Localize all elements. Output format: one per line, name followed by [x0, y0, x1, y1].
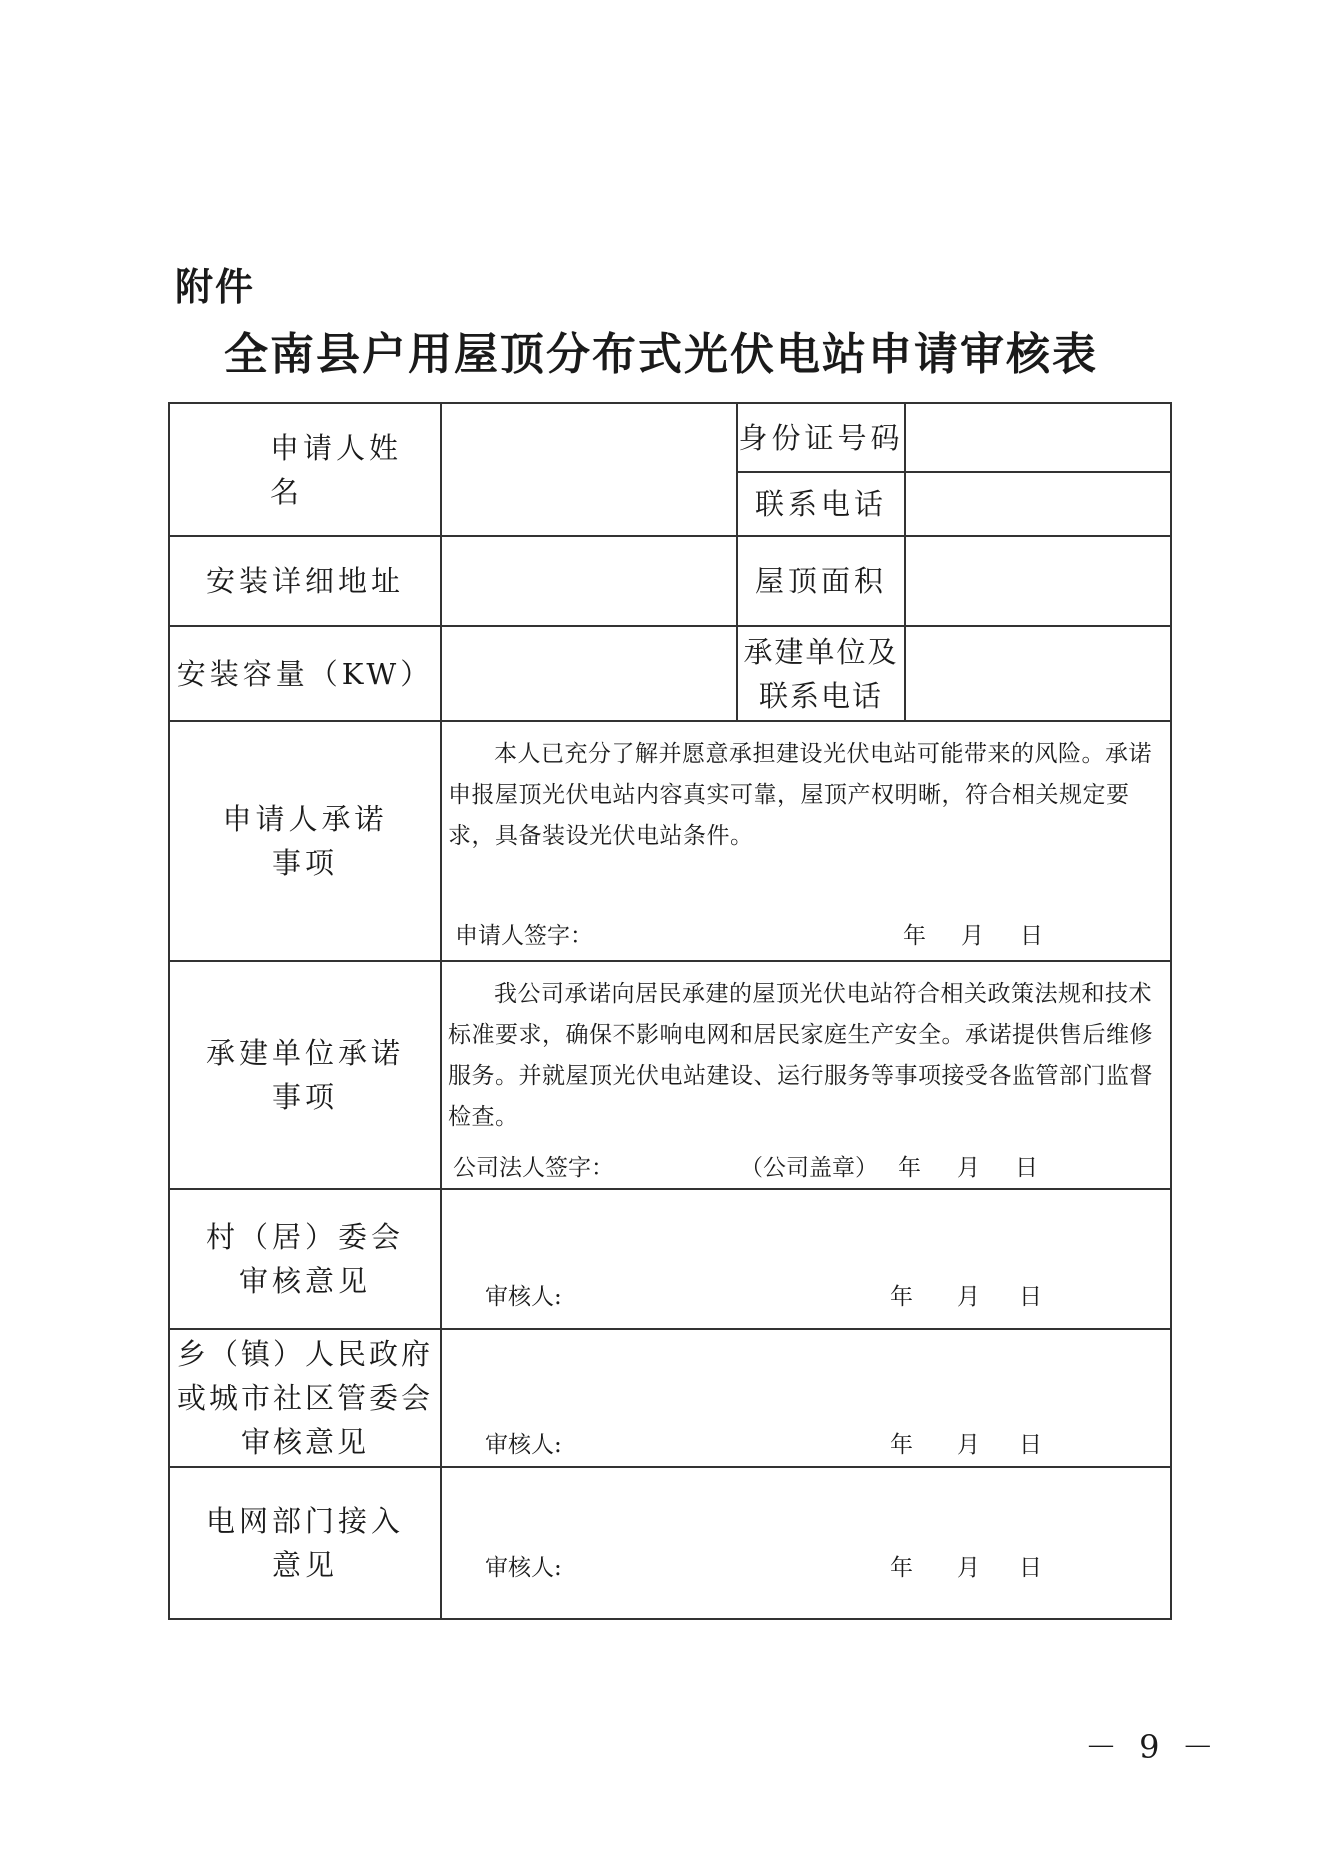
page-number: － 9 － [1085, 1728, 1220, 1766]
roof-area-label: 屋顶面积 [754, 564, 887, 598]
company-seal-label: （公司盖章） [740, 1155, 878, 1181]
applicant-name-label: 申请人姓 名 [270, 430, 403, 509]
village-review-label: 村（居）委会 审核意见 [205, 1220, 404, 1298]
address-label: 安装详细地址 [205, 564, 404, 598]
contractor-contact-label: 承建单位及 联系电话 [743, 634, 899, 713]
date-month: 月 [957, 1155, 980, 1181]
grid-review-label: 电网部门接入 意见 [205, 1504, 404, 1582]
date-day: 日 [1019, 1555, 1042, 1581]
capacity-label: 安装容量（KW） [176, 656, 434, 691]
date-month: 月 [961, 923, 984, 949]
date-year: 年 [890, 1432, 913, 1458]
applicant-promise-label: 申请人承诺 事项 [222, 802, 388, 880]
contractor-contact-field[interactable] [906, 627, 1172, 720]
applicant-promise-text: 本人已充分了解并愿意承担建设光伏电站可能带来的风险。承诺申报屋顶光伏电站内容真实可靠，屋顶产权明晰，符合相关规定要求，具备装设光伏电站条件。 [448, 741, 1152, 849]
form-title: 全南县户用屋顶分布式光伏电站申请审核表 [224, 329, 1098, 380]
contractor-sign-label: 公司法人签字： [453, 1155, 614, 1181]
phone-field[interactable] [906, 473, 1172, 535]
attachment-label: 附件 [175, 265, 256, 309]
contractor-promise-label: 承建单位承诺 事项 [205, 1036, 404, 1114]
id-number-field[interactable] [906, 404, 1172, 471]
town-review-label: 乡（镇）人民政府 或城市社区管委会 审核意见 [176, 1337, 433, 1459]
address-field[interactable] [442, 537, 736, 625]
date-month: 月 [957, 1284, 980, 1310]
date-day: 日 [1019, 1284, 1042, 1310]
village-reviewer-label: 审核人: [485, 1284, 562, 1310]
date-year: 年 [898, 1155, 921, 1181]
phone-label: 联系电话 [754, 487, 887, 521]
roof-area-field[interactable] [906, 537, 1172, 625]
applicant-sign-label: 申请人签字： [455, 923, 593, 949]
town-reviewer-label: 审核人: [485, 1432, 562, 1458]
date-year: 年 [890, 1284, 913, 1310]
date-month: 月 [957, 1432, 980, 1458]
date-day: 日 [1015, 1155, 1038, 1181]
capacity-field[interactable] [442, 627, 736, 720]
grid-reviewer-label: 审核人: [485, 1555, 562, 1581]
date-day: 日 [1020, 923, 1043, 949]
applicant-name-field[interactable] [442, 404, 736, 535]
date-month: 月 [957, 1555, 980, 1581]
date-year: 年 [890, 1555, 913, 1581]
date-day: 日 [1019, 1432, 1042, 1458]
id-number-label: 身份证号码 [738, 420, 904, 455]
application-form-table [168, 402, 1172, 1620]
contractor-promise-text: 我公司承诺向居民承建的屋顶光伏电站符合相关政策法规和技术标准要求，确保不影响电网和居民家庭生产安全。承诺提供售后维修服务。并就屋顶光伏电站建设、运行服务等事项接受各监管部门监督检查。 [448, 981, 1153, 1130]
date-year: 年 [903, 923, 926, 949]
